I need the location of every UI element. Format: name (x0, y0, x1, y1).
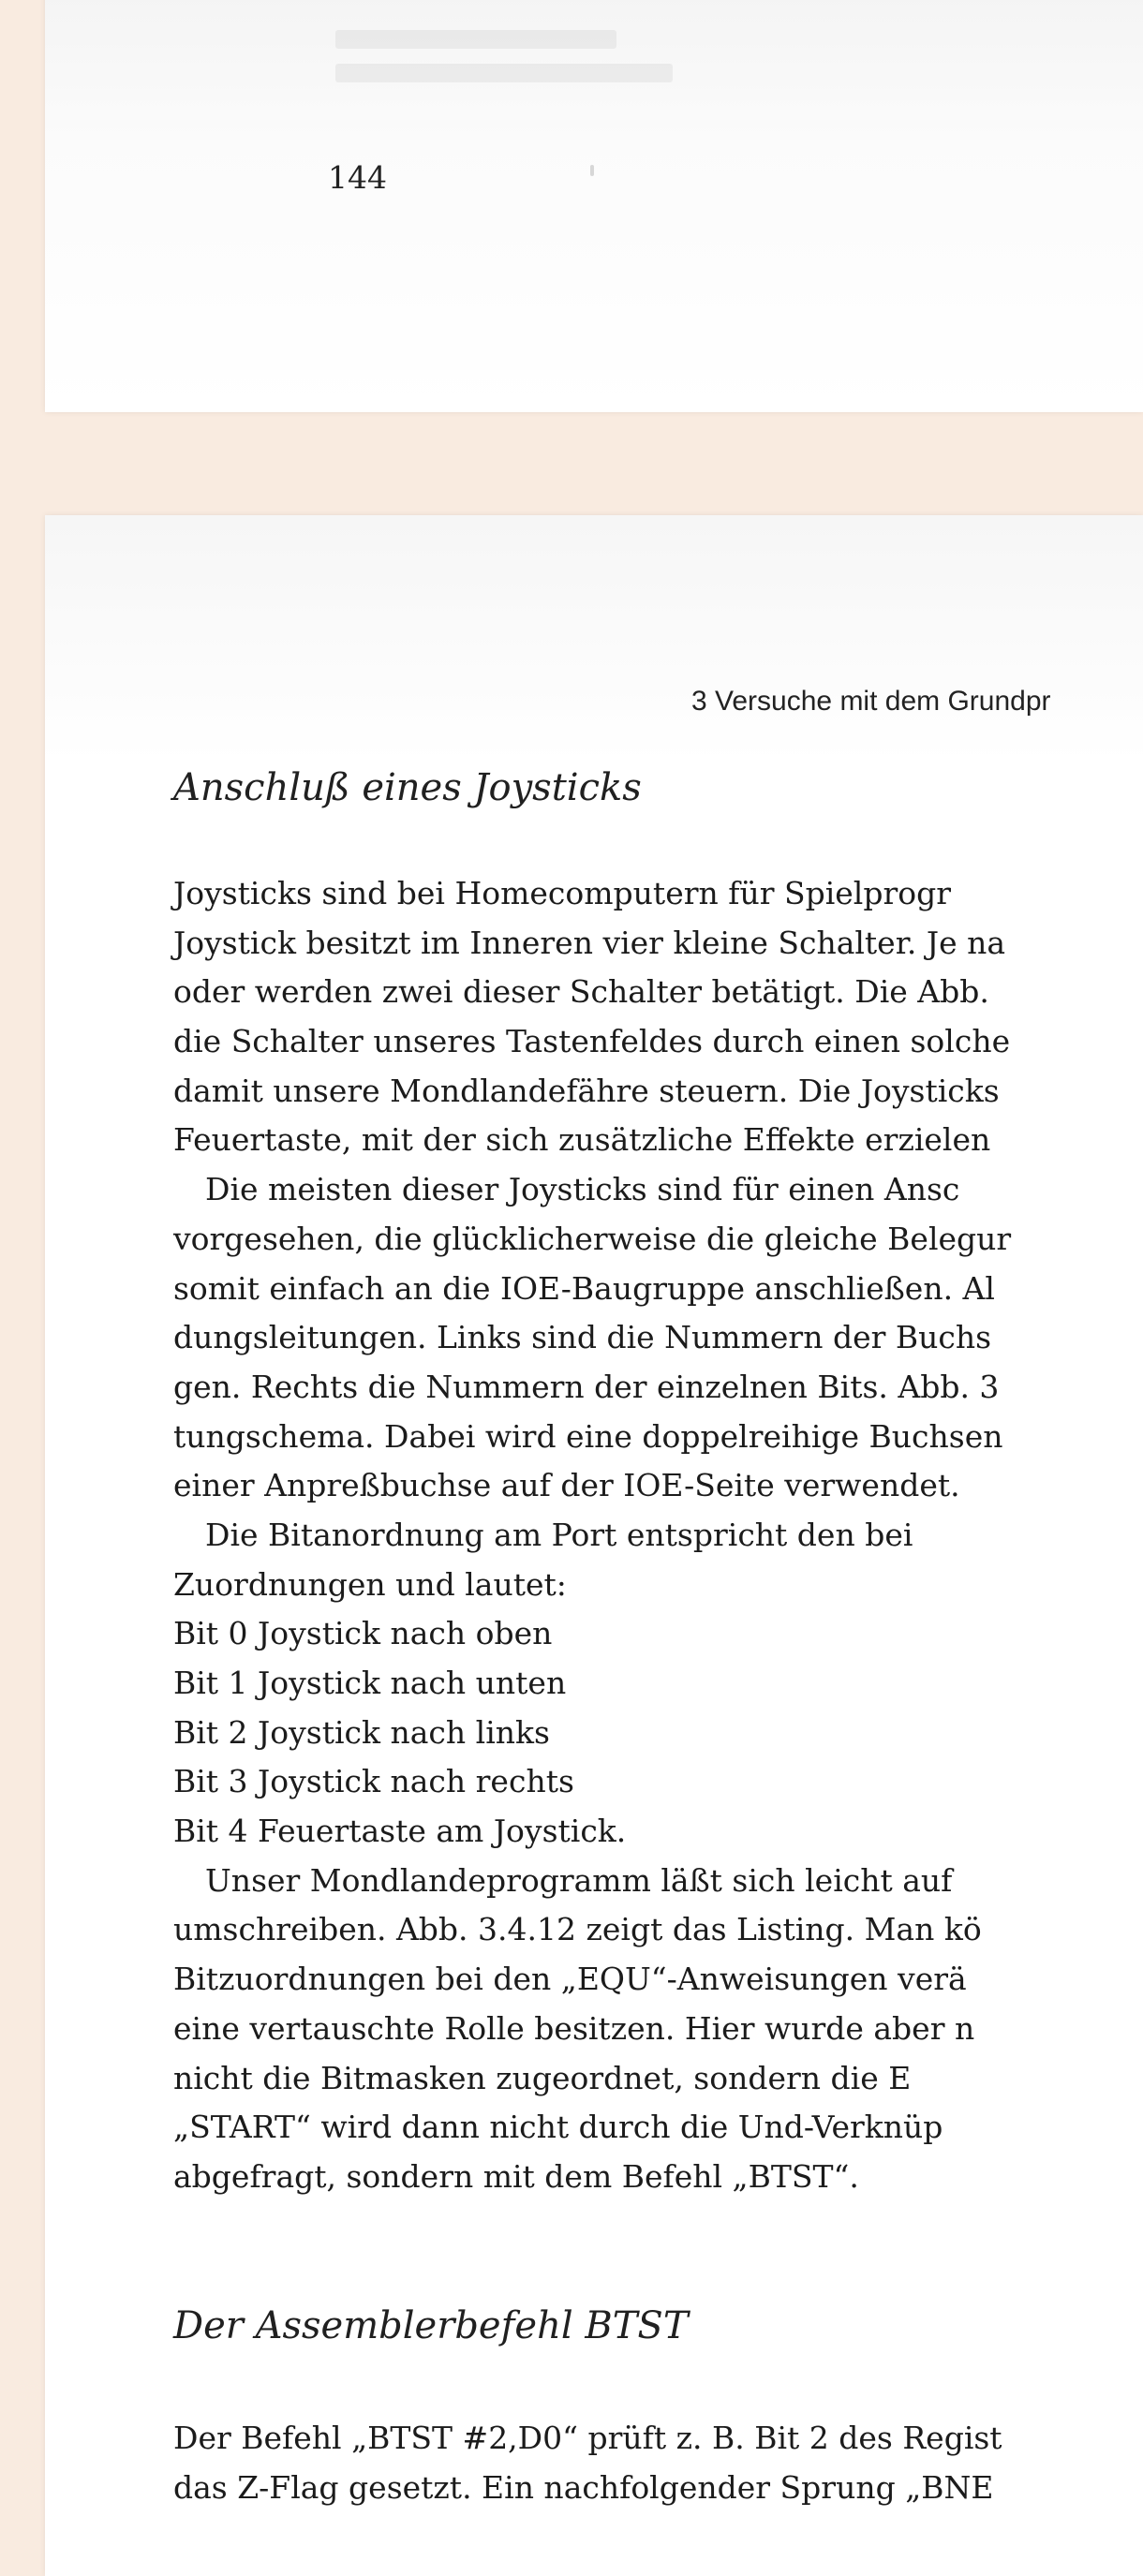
text-line: die Schalter unseres Tastenfeldes durch einen solche (173, 1023, 1011, 1060)
body-text (173, 869, 1143, 2202)
bit-list-item: Bit 2 Joystick nach links (173, 1713, 550, 1751)
text-line: Unser Mondlandeprogramm läßt sich leicht auf (205, 1861, 953, 1899)
paper-speck (590, 165, 594, 176)
text-line: Feuertaste, mit der sich zusätzliche Effekte erzielen (173, 1121, 991, 1159)
section-heading-btst: Der Assemblerbefehl BTST (173, 2304, 689, 2347)
text-line: somit einfach an die IOE-Baugruppe anschließen. Al (173, 1269, 995, 1307)
text-line: einer Anpreßbuchse auf der IOE-Seite verwendet. (173, 1467, 960, 1504)
section-heading-joystick: Anschluß eines Joysticks (173, 766, 642, 809)
text-line: damit unsere Mondlandefähre steuern. Die Joysticks (173, 1072, 1000, 1109)
text-line: nicht die Bitmasken zugeordnet, sondern die E (173, 2059, 912, 2096)
page-number: 144 (328, 159, 387, 196)
text-line: vorgesehen, die glücklicherweise die gleiche Belegur (173, 1220, 1012, 1257)
text-line: Joysticks sind bei Homecomputern für Spielprogr (173, 875, 952, 911)
bleed-through-text (335, 64, 673, 82)
running-head: 3 Versuche mit dem Grundpr (691, 686, 1051, 717)
text-line: oder werden zwei dieser Schalter betätigt. Die Abb. (173, 973, 989, 1011)
bit-list-item: Bit 4 Feuertaste am Joystick. (173, 1813, 627, 1850)
text-line: abgefragt, sondern mit dem Befehl „BTST“. (173, 2157, 859, 2195)
text-line: das Z-Flag gesetzt. Ein nachfolgender Sprung „BNE (173, 2468, 994, 2506)
bit-list-item: Bit 0 Joystick nach oben (173, 1615, 553, 1652)
text-line: Die Bitanordnung am Port entspricht den bei (205, 1516, 913, 1553)
text-line: Zuordnungen und lautet: (173, 1565, 567, 1603)
text-line: gen. Rechts die Nummern der einzelnen Bits. Abb. 3 (173, 1368, 1000, 1405)
text-line: „START“ wird dann nicht durch die Und-Verknüp (173, 2109, 943, 2146)
text-line: Die meisten dieser Joysticks sind für einen Ansc (205, 1171, 960, 1208)
previous-page (45, 0, 1143, 412)
text-line: Bitzuordnungen bei den „EQU“-Anweisungen verä (173, 1961, 967, 1998)
bit-list-item: Bit 1 Joystick nach unten (173, 1665, 567, 1701)
text-line: dungsleitungen. Links sind die Nummern der Buchs (173, 1319, 992, 1356)
text-line: tungschema. Dabei wird eine doppelreihige Buchsen (173, 1417, 1003, 1455)
text-line: Der Befehl „BTST #2,D0“ prüft z. B. Bit 2 des Regist (173, 2420, 1002, 2456)
text-line: eine vertauschte Rolle besitzen. Hier wurde aber n (173, 2009, 975, 2047)
bit-list-item: Bit 3 Joystick nach rechts (173, 1763, 574, 1800)
bleed-through-text (335, 30, 616, 49)
body-text (173, 2414, 1143, 2512)
text-line: umschreiben. Abb. 3.4.12 zeigt das Listing. Man kö (173, 1911, 982, 1948)
text-line: Joystick besitzt im Inneren vier kleine Schalter. Je na (173, 924, 1006, 961)
